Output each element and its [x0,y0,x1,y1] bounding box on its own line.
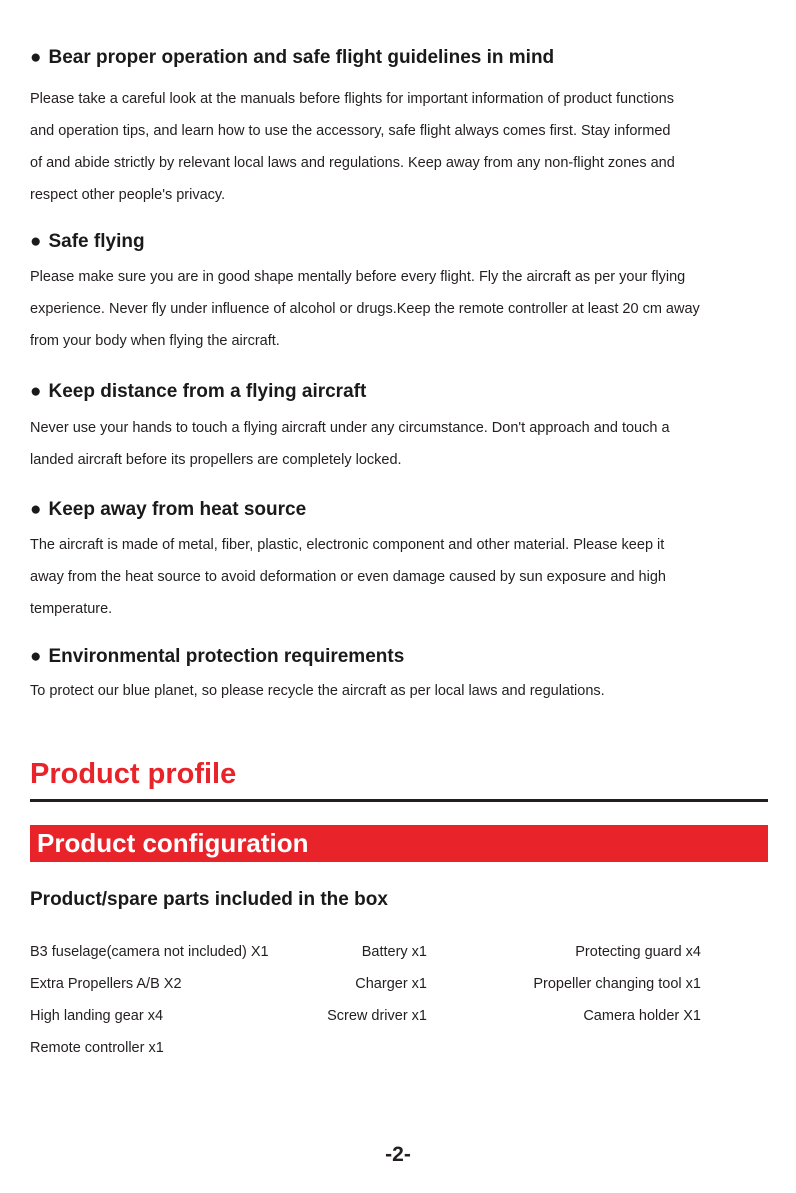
part-item: B3 fuselage(camera not included) X1 [30,944,269,960]
bullet-icon: ● [30,381,42,402]
part-item: Remote controller x1 [30,1040,164,1056]
part-item: Screw driver x1 [327,1008,427,1024]
paragraph-line: respect other people's privacy. [30,187,226,203]
bullet-icon: ● [30,499,42,520]
bullet-icon: ● [30,47,42,68]
paragraph-line: landed aircraft before its propellers are completely locked. [30,452,402,468]
paragraph-line: away from the heat source to avoid deformation or even damage caused by sun exposure and high [30,569,666,585]
title-divider [30,799,768,802]
paragraph-line: from your body when flying the aircraft. [30,333,280,349]
paragraph-line: The aircraft is made of metal, fiber, plastic, electronic component and other material. Please keep it [30,537,665,553]
part-item: Extra Propellers A/B X2 [30,976,182,992]
paragraph-line: Never use your hands to touch a flying aircraft under any circumstance. Don't approach and touch a [30,420,670,436]
paragraph-line: Please take a careful look at the manuals before flights for important information of product functions [30,91,674,107]
section-heading: ● Keep distance from a flying aircraft [30,381,367,402]
product-configuration-banner [30,825,768,862]
paragraph-line: of and abide strictly by relevant local laws and regulations. Keep away from any non-flight zones and [30,155,675,171]
part-item: Propeller changing tool x1 [533,976,701,992]
part-item: Charger x1 [355,976,427,992]
bullet-icon: ● [30,231,42,252]
part-item: Battery x1 [361,944,427,960]
bullet-icon: ● [30,646,42,667]
paragraph-line: temperature. [30,601,113,617]
part-item: Protecting guard x4 [575,944,701,960]
product-profile-title: Product profile [30,758,237,790]
page-number: -2- [385,1143,411,1166]
part-item: High landing gear x4 [30,1008,164,1024]
section-heading: ● Keep away from heat source [30,499,307,520]
parts-heading: Product/spare parts included in the box [30,889,388,910]
paragraph-line: and operation tips, and learn how to use the accessory, safe flight always comes first. Stay informed [30,123,671,139]
section-heading: ● Safe flying [30,231,145,252]
part-item: Camera holder X1 [583,1008,701,1024]
paragraph-line: To protect our blue planet, so please recycle the aircraft as per local laws and regulations. [30,683,605,699]
paragraph-line: Please make sure you are in good shape mentally before every flight. Fly the aircraft as per your flying [30,269,686,285]
product-configuration-title: Product configuration [37,828,309,858]
paragraph-line: experience. Never fly under influence of alcohol or drugs.Keep the remote controller at least 20 cm away [30,301,700,317]
section-heading: ● Environmental protection requirements [30,646,405,667]
section-heading: ● Bear proper operation and safe flight guidelines in mind [30,47,555,68]
